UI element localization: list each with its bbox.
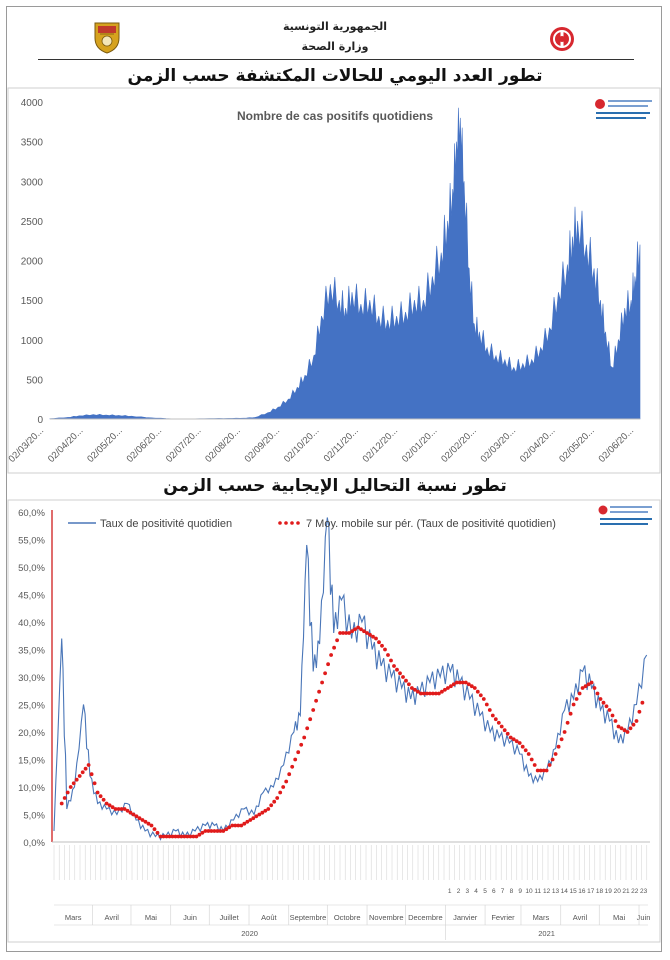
moving-average-point (290, 765, 294, 769)
moving-average-point (326, 662, 330, 666)
cases-xtick-label: 02/09/20... (242, 425, 283, 465)
moving-average-point (281, 785, 285, 789)
moving-average-point (569, 712, 573, 716)
moving-average-point (407, 682, 411, 686)
cases-xtick-label: 02/11/20... (321, 425, 361, 465)
moving-average-point (296, 750, 300, 754)
cases-ytick-label: 3000 (20, 177, 43, 189)
week-number-label: 17 (587, 888, 595, 895)
moving-average-point (602, 701, 606, 705)
moving-average-point (66, 791, 70, 795)
week-number-label: 19 (604, 888, 612, 895)
week-number-label: 9 (518, 888, 523, 895)
positivity-ytick-label: 30,0% (18, 673, 45, 684)
moving-average-point (629, 726, 633, 730)
header-country: الجمهورية التونسية (282, 20, 388, 33)
positivity-ytick-label: 25,0% (18, 700, 45, 712)
cases-xtick-label: 02/03/20... (6, 425, 47, 465)
positivity-daily-series (54, 518, 647, 840)
moving-average-point (383, 648, 387, 652)
positivity-ytick-label: 0,0% (23, 838, 45, 849)
cases-ytick-label: 1500 (20, 296, 43, 308)
moving-average-point (578, 692, 582, 696)
moving-average-point (284, 780, 288, 784)
moving-average-point (308, 717, 312, 721)
moving-average-point (278, 791, 282, 795)
month-label: Octobre (333, 913, 361, 922)
moving-average-point (488, 708, 492, 712)
moving-average-point (611, 714, 615, 718)
moving-average-point (572, 703, 576, 707)
moving-average-point (524, 748, 528, 752)
moving-average-point (75, 778, 79, 782)
week-number-label: 22 (631, 888, 639, 895)
cases-xtick-label: 02/08/20... (203, 425, 243, 465)
cases-xtick-label: 02/10/20... (281, 425, 322, 465)
week-number-label: 21 (622, 888, 630, 895)
moving-average-point (60, 802, 64, 806)
cases-xtick-label: 02/12/20... (360, 425, 401, 465)
positivity-ytick-label: 20,0% (18, 728, 45, 739)
moving-average-point (473, 686, 477, 690)
positivity-ytick-label: 15,0% (18, 755, 45, 767)
month-label: Mai (613, 913, 626, 922)
month-label: Avril (572, 913, 588, 922)
moving-average-point (305, 726, 309, 730)
moving-average-point (557, 745, 561, 749)
week-number-label: 4 (474, 888, 478, 895)
cases-xtick-label: 02/05/20... (85, 425, 125, 465)
legend-ma-label: 7 Moy. mobile sur pér. (Taux de positivité quotidien) (306, 518, 556, 530)
moving-average-point (554, 752, 558, 756)
cases-ytick-label: 2000 (20, 256, 43, 268)
cases-ytick-label: 0 (37, 415, 43, 426)
positivity-ytick-label: 5,0% (23, 810, 45, 822)
cases-xtick-label: 02/02/20... (439, 425, 479, 465)
month-label: Mars (532, 913, 550, 922)
moving-average-point (590, 681, 594, 685)
moving-average-point (635, 719, 639, 723)
cases-chart-title: تطور العدد اليومي للحالات المكتشفة حسب الزمن (127, 66, 543, 86)
moving-average-point (69, 785, 73, 789)
week-number-label: 2 (456, 888, 461, 895)
onmne-logo-2 (597, 503, 655, 529)
week-number-label: 23 (639, 888, 648, 895)
week-number-label: 6 (491, 888, 496, 895)
legend-daily-label: Taux de positivité quotidien (100, 518, 233, 530)
month-label: Juin (183, 913, 197, 922)
moving-average-point (575, 697, 579, 701)
moving-average-point (386, 653, 390, 657)
moving-average-point (302, 736, 306, 740)
moving-average-point (632, 723, 636, 727)
month-label: Janvier (453, 913, 478, 922)
month-label: Decembre (408, 913, 443, 922)
moving-average-point (605, 704, 609, 708)
moving-average-point (563, 730, 567, 734)
month-label: Juillet (219, 913, 239, 922)
moving-average-point (323, 671, 327, 675)
moving-average-point (404, 679, 408, 683)
moving-average-point (527, 752, 531, 756)
moving-average-point (500, 725, 504, 729)
month-label: Mai (144, 913, 157, 922)
moving-average-point (335, 638, 339, 642)
moving-average-point (545, 769, 549, 773)
moving-average-point (90, 772, 94, 776)
moving-average-point (626, 730, 630, 734)
week-number-label: 20 (613, 888, 621, 895)
cases-xtick-label: 02/06/20... (596, 425, 637, 465)
moving-average-point (395, 668, 399, 672)
moving-average-point (332, 646, 336, 650)
moving-average-point (551, 758, 555, 762)
moving-average-point (293, 758, 297, 762)
cases-xtick-label: 02/04/20... (517, 425, 558, 465)
month-label: Novembre (368, 913, 404, 922)
positivity-ytick-label: 10,0% (18, 783, 45, 794)
moving-average-point (266, 807, 270, 811)
moving-average-point (533, 763, 537, 767)
moving-average-point (275, 796, 279, 800)
moving-average-point (506, 732, 510, 736)
moving-average-point (560, 737, 564, 741)
moving-average-point (272, 800, 276, 804)
moving-average-point (485, 703, 489, 707)
moving-average-point (314, 699, 318, 703)
month-label: Mars (64, 913, 82, 922)
moving-average-point (491, 714, 495, 718)
week-number-label: 15 (569, 888, 577, 895)
moving-average-point (63, 796, 67, 800)
cases-ytick-label: 3500 (20, 137, 43, 149)
cases-xtick-label: 02/04/20... (45, 425, 86, 465)
year-label: 2020 (241, 929, 258, 938)
moving-average-point (269, 803, 273, 807)
week-number-label: 5 (483, 888, 487, 895)
moving-average-point (320, 681, 324, 685)
cases-xtick-label: 02/06/20... (124, 425, 165, 465)
positivity-ytick-label: 45,0% (18, 590, 45, 602)
moving-average-point (392, 664, 396, 668)
week-number-label: 14 (560, 888, 568, 895)
moving-average-point (156, 831, 160, 835)
moving-average-point (503, 728, 507, 732)
moving-average-point (497, 721, 501, 725)
cases-chart-subtitle: Nombre de cas positifs quotidiens (236, 109, 434, 123)
week-number-label: 1 (447, 888, 452, 895)
moving-average-point (596, 692, 600, 696)
moving-average-point (548, 763, 552, 767)
moving-average-point (518, 741, 522, 745)
moving-average-point (93, 781, 97, 785)
moving-average-point (102, 798, 106, 802)
year-label: 2021 (538, 929, 555, 938)
moving-average-point (608, 708, 612, 712)
moving-average-point (150, 824, 154, 828)
moving-average-point (87, 763, 91, 767)
moving-average-point (476, 690, 480, 694)
cases-ytick-label: 500 (26, 375, 43, 387)
week-number-label: 11 (534, 888, 542, 895)
moving-average-point (614, 719, 618, 723)
cases-ytick-label: 2500 (20, 216, 43, 228)
moving-average-point (311, 708, 315, 712)
moving-average-point (494, 717, 498, 721)
moving-average-point (78, 774, 82, 778)
moving-average-point (389, 659, 393, 663)
positivity-ytick-label: 50,0% (18, 563, 45, 574)
moving-average-point (593, 686, 597, 690)
moving-average-point (99, 794, 103, 798)
moving-average-point (377, 640, 381, 644)
cases-xtick-label: 02/05/20... (557, 425, 597, 465)
positivity-ytick-label: 55,0% (18, 535, 45, 547)
moving-average-point (81, 770, 85, 774)
positivity-ytick-label: 35,0% (18, 645, 45, 657)
cases-xtick-label: 02/07/20... (163, 425, 204, 465)
moving-average-point (566, 721, 570, 725)
moving-average-point (317, 690, 321, 694)
legend-ma-swatch (278, 521, 300, 525)
moving-average-point (482, 697, 486, 701)
moving-average-point (530, 758, 534, 762)
moving-average-point (479, 693, 483, 697)
positivity-ytick-label: 40,0% (18, 618, 45, 629)
moving-average-point (287, 772, 291, 776)
moving-average-point (599, 697, 603, 701)
moving-average-point (521, 745, 525, 749)
week-number-label: 12 (542, 888, 551, 895)
positivity-ytick-label: 60,0% (18, 508, 45, 519)
moving-average-point (398, 671, 402, 675)
positivity-chart-title: تطور نسبة التحاليل الإيجابية حسب الزمن (163, 476, 507, 496)
month-label: Fevrier (491, 913, 515, 922)
moving-average-point (380, 644, 384, 648)
moving-average-point (84, 767, 88, 771)
moving-average-point (329, 653, 333, 657)
moving-average-point (401, 675, 405, 679)
month-label: Août (261, 913, 277, 922)
moving-average-point (641, 701, 645, 705)
month-label: Septembre (289, 913, 327, 922)
moving-average-point (72, 781, 76, 785)
week-number-label: 10 (525, 888, 533, 895)
week-number-label: 13 (551, 888, 560, 895)
week-number-label: 18 (595, 888, 604, 895)
week-number-label: 8 (509, 888, 514, 895)
month-label: Avril (104, 913, 119, 922)
month-label: Juin (636, 913, 651, 922)
header-ministry: وزارة الصحة (301, 40, 369, 53)
cases-ytick-label: 1000 (20, 335, 43, 347)
cases-ytick-label: 4000 (20, 98, 43, 109)
cases-xtick-label: 02/01/20... (399, 425, 440, 465)
moving-average-point (153, 827, 157, 831)
moving-average-point (638, 710, 642, 714)
week-number-label: 3 (465, 888, 470, 895)
moving-average-point (299, 743, 303, 747)
cases-xtick-label: 02/03/20... (478, 425, 519, 465)
week-number-label: 16 (578, 888, 586, 895)
moving-average-point (374, 637, 378, 641)
moving-average-point (96, 791, 100, 795)
week-number-label: 7 (500, 888, 505, 895)
